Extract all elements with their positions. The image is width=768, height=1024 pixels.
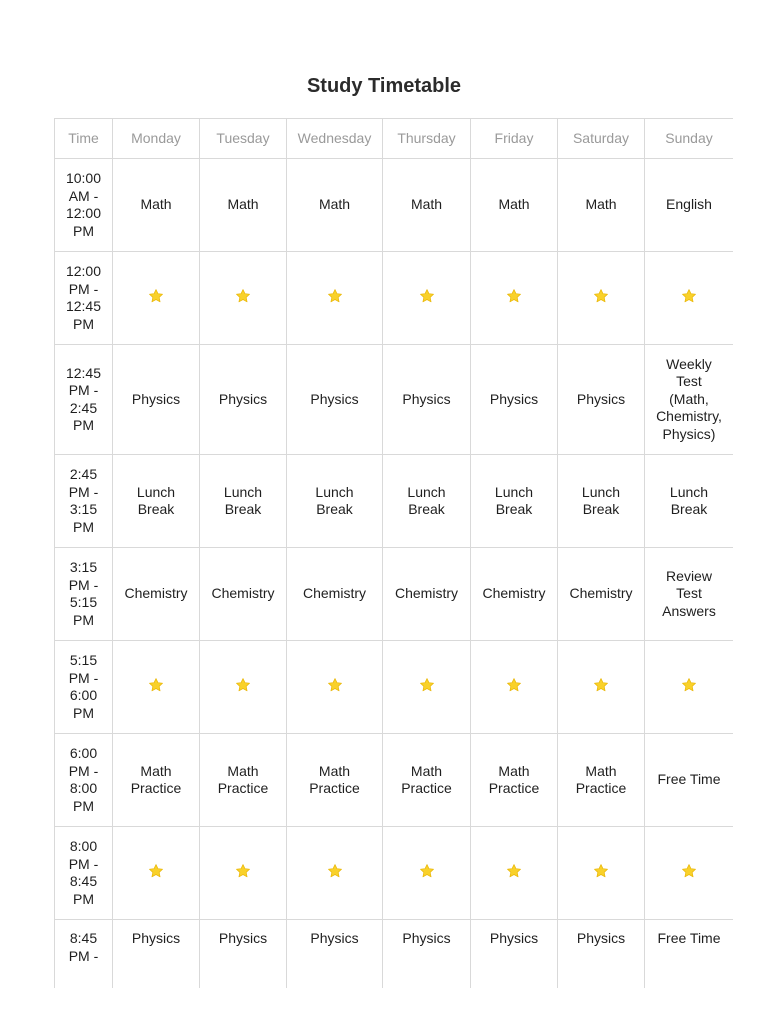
schedule-cell-sunday (645, 159, 734, 252)
subject-label: Physics (576, 930, 626, 946)
timetable-body (55, 159, 734, 989)
table-row (55, 920, 734, 989)
time-slot-label: 12:45 PM - 2:45 PM (65, 364, 102, 433)
schedule-cell-thursday (383, 455, 471, 548)
schedule-cell-tuesday (200, 734, 287, 827)
table-row (55, 548, 734, 641)
schedule-cell-thursday (383, 920, 471, 989)
schedule-cell-saturday (558, 159, 645, 252)
schedule-cell-monday (113, 345, 200, 455)
subject-label: Math Practice (217, 762, 269, 796)
schedule-cell-tuesday (200, 345, 287, 455)
subject-label: Physics (310, 930, 359, 946)
time-slot-cell (55, 548, 113, 641)
column-header-sunday: Sunday (645, 119, 734, 159)
schedule-cell-wednesday (287, 345, 383, 455)
star-icon (419, 677, 435, 693)
subject-label: Math Practice (488, 762, 540, 796)
schedule-cell-saturday (558, 252, 645, 345)
subject-label: Lunch Break (223, 483, 263, 517)
subject-label: Chemistry (302, 585, 366, 602)
schedule-cell-thursday (383, 159, 471, 252)
subject-label: Physics (402, 390, 451, 407)
schedule-cell-wednesday (287, 827, 383, 920)
schedule-cell-monday (113, 159, 200, 252)
subject-label: Math (410, 196, 443, 213)
time-slot-cell (55, 827, 113, 920)
subject-label: Chemistry (569, 585, 633, 602)
schedule-cell-friday (471, 641, 558, 734)
schedule-cell-friday (471, 827, 558, 920)
time-slot-label: 8:45 PM - (68, 930, 99, 964)
subject-label: Physics (218, 390, 268, 407)
table-row (55, 252, 734, 345)
schedule-cell-monday (113, 920, 200, 989)
schedule-cell-tuesday (200, 159, 287, 252)
schedule-cell-friday (471, 159, 558, 252)
subject-label: Lunch Break (407, 483, 446, 517)
subject-label: Physics (310, 390, 359, 407)
subject-label: Physics (489, 390, 539, 407)
schedule-cell-saturday (558, 920, 645, 989)
subject-label: Chemistry (124, 585, 188, 602)
time-slot-cell (55, 159, 113, 252)
header-row (55, 119, 734, 159)
subject-label: Math Practice (309, 762, 360, 796)
schedule-cell-thursday (383, 548, 471, 641)
schedule-cell-sunday (645, 641, 734, 734)
schedule-cell-monday (113, 455, 200, 548)
star-icon (506, 677, 522, 693)
schedule-cell-saturday (558, 345, 645, 455)
column-header-saturday: Saturday (558, 119, 645, 159)
subject-label: Physics (489, 930, 539, 946)
timetable-container (54, 118, 733, 988)
schedule-cell-friday (471, 734, 558, 827)
schedule-cell-wednesday (287, 159, 383, 252)
schedule-cell-monday (113, 734, 200, 827)
schedule-cell-sunday (645, 920, 734, 989)
schedule-cell-monday (113, 252, 200, 345)
table-row (55, 827, 734, 920)
column-header-thursday: Thursday (383, 119, 471, 159)
star-icon (327, 863, 343, 879)
star-icon (327, 677, 343, 693)
star-icon (148, 863, 164, 879)
column-header-time: Time (55, 119, 113, 159)
time-slot-label: 5:15 PM - 6:00 PM (68, 652, 99, 721)
star-icon (148, 288, 164, 304)
subject-label: Math (585, 196, 617, 213)
subject-label: Physics (576, 390, 626, 407)
schedule-cell-friday (471, 252, 558, 345)
star-icon (593, 677, 609, 693)
time-slot-cell (55, 345, 113, 455)
schedule-cell-friday (471, 455, 558, 548)
subject-label: Weekly Test (Math, Chemistry, Physics) (656, 355, 722, 442)
schedule-cell-thursday (383, 252, 471, 345)
subject-label: Lunch Break (669, 483, 709, 517)
subject-label: Chemistry (482, 585, 546, 602)
schedule-cell-wednesday (287, 641, 383, 734)
column-header-wednesday: Wednesday (287, 119, 383, 159)
subject-label: Lunch Break (136, 483, 176, 517)
time-slot-cell (55, 252, 113, 345)
schedule-cell-wednesday (287, 455, 383, 548)
subject-label: Math (318, 196, 351, 213)
subject-label: English (666, 196, 712, 213)
time-slot-label: 2:45 PM - 3:15 PM (68, 466, 99, 535)
schedule-cell-sunday (645, 734, 734, 827)
schedule-cell-monday (113, 548, 200, 641)
subject-label: Free Time (657, 771, 721, 788)
time-slot-cell (55, 734, 113, 827)
column-header-tuesday: Tuesday (200, 119, 287, 159)
subject-label: Physics (402, 930, 451, 946)
schedule-cell-tuesday (200, 548, 287, 641)
subject-label: Math Practice (401, 762, 452, 796)
subject-label: Chemistry (211, 585, 275, 602)
star-icon (235, 288, 251, 304)
time-slot-label: 8:00 PM - 8:45 PM (68, 838, 99, 907)
column-header-monday: Monday (113, 119, 200, 159)
star-icon (148, 677, 164, 693)
star-icon (327, 288, 343, 304)
schedule-cell-sunday (645, 345, 734, 455)
time-slot-cell (55, 920, 113, 989)
schedule-cell-saturday (558, 455, 645, 548)
schedule-cell-tuesday (200, 455, 287, 548)
time-slot-cell (55, 455, 113, 548)
schedule-cell-friday (471, 920, 558, 989)
schedule-cell-sunday (645, 548, 734, 641)
schedule-cell-monday (113, 827, 200, 920)
column-header-friday: Friday (471, 119, 558, 159)
time-slot-label: 12:00 PM - 12:45 PM (65, 263, 102, 332)
star-icon (506, 863, 522, 879)
star-icon (681, 863, 697, 879)
subject-label: Math (140, 196, 172, 213)
table-row (55, 345, 734, 455)
schedule-cell-thursday (383, 345, 471, 455)
table-row (55, 734, 734, 827)
schedule-cell-tuesday (200, 252, 287, 345)
schedule-cell-tuesday (200, 827, 287, 920)
page-title: Study Timetable (306, 75, 462, 97)
schedule-cell-sunday (645, 827, 734, 920)
table-row (55, 455, 734, 548)
star-icon (681, 677, 697, 693)
time-slot-label: 6:00 PM - 8:00 PM (68, 745, 99, 814)
schedule-cell-wednesday (287, 920, 383, 989)
time-slot-cell (55, 641, 113, 734)
subject-label: Math Practice (130, 762, 182, 796)
subject-label: Lunch Break (494, 483, 534, 517)
schedule-cell-friday (471, 345, 558, 455)
schedule-cell-thursday (383, 734, 471, 827)
time-slot-label: 3:15 PM - 5:15 PM (68, 559, 99, 628)
subject-label: Free Time (657, 930, 721, 946)
table-row (55, 641, 734, 734)
schedule-cell-friday (471, 548, 558, 641)
schedule-cell-wednesday (287, 734, 383, 827)
star-icon (506, 288, 522, 304)
subject-label: Math Practice (575, 762, 627, 796)
table-row (55, 159, 734, 252)
subject-label: Physics (218, 930, 268, 946)
schedule-cell-wednesday (287, 548, 383, 641)
star-icon (235, 677, 251, 693)
star-icon (235, 863, 251, 879)
star-icon (419, 863, 435, 879)
schedule-cell-saturday (558, 734, 645, 827)
star-icon (593, 288, 609, 304)
star-icon (419, 288, 435, 304)
schedule-cell-tuesday (200, 920, 287, 989)
subject-label: Chemistry (394, 585, 458, 602)
star-icon (593, 863, 609, 879)
subject-label: Lunch Break (315, 483, 354, 517)
timetable (54, 118, 733, 988)
subject-label: Math (227, 196, 259, 213)
schedule-cell-tuesday (200, 641, 287, 734)
schedule-cell-thursday (383, 641, 471, 734)
schedule-cell-sunday (645, 252, 734, 345)
schedule-cell-saturday (558, 548, 645, 641)
star-icon (681, 288, 697, 304)
schedule-cell-monday (113, 641, 200, 734)
schedule-cell-saturday (558, 827, 645, 920)
schedule-cell-saturday (558, 641, 645, 734)
schedule-cell-sunday (645, 455, 734, 548)
subject-label: Physics (131, 930, 181, 946)
schedule-cell-wednesday (287, 252, 383, 345)
subject-label: Physics (131, 390, 181, 407)
subject-label: Review Test Answers (662, 567, 716, 619)
time-slot-label: 10:00 AM - 12:00 PM (65, 170, 102, 239)
subject-label: Math (498, 196, 530, 213)
subject-label: Lunch Break (581, 483, 621, 517)
schedule-cell-thursday (383, 827, 471, 920)
